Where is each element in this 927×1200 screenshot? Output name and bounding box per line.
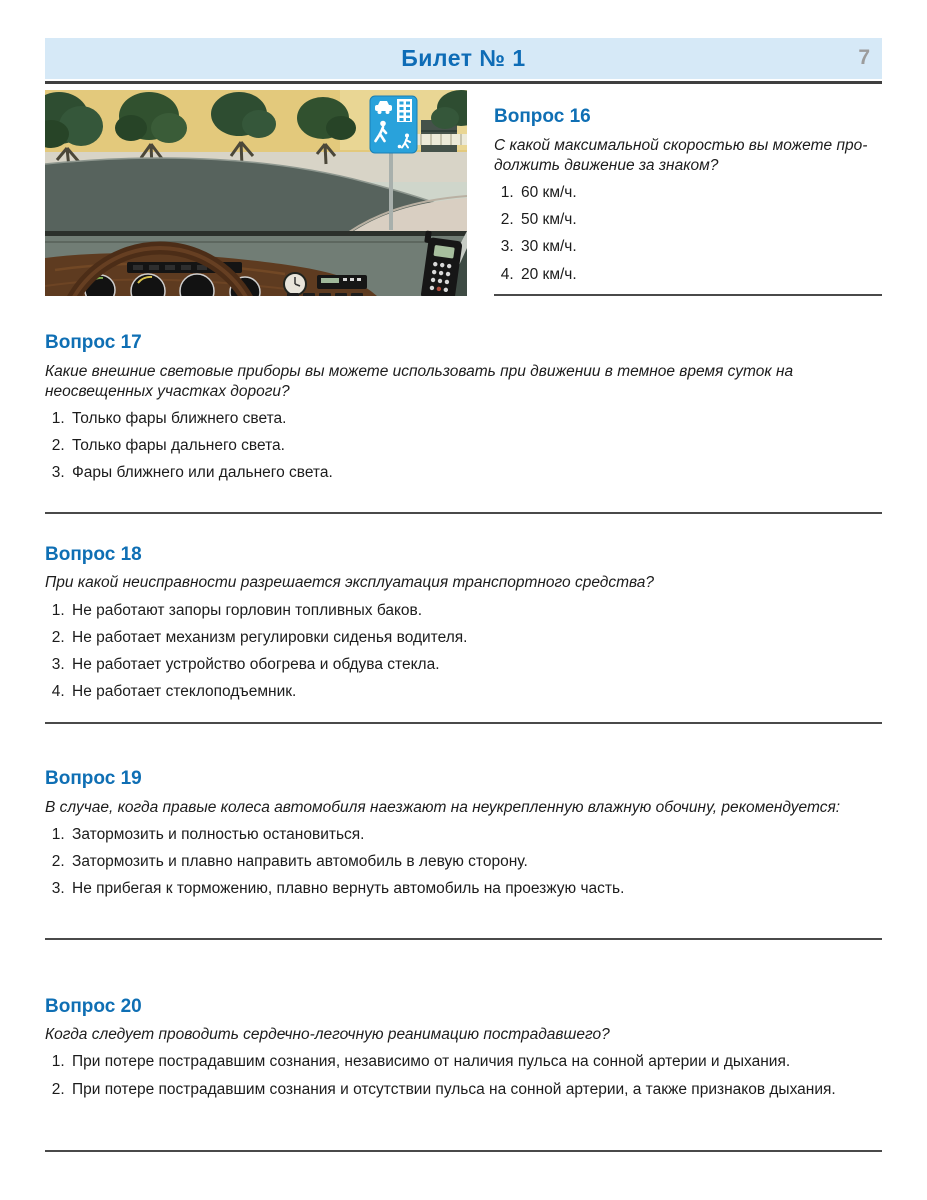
question-16-row <box>45 90 882 296</box>
answer-item: 2. Затормозить и плавно направить автомобиль в левую сторону. <box>69 852 882 872</box>
question-16-block <box>494 90 882 296</box>
answer-list <box>45 409 882 483</box>
page-number: 7 <box>858 46 870 69</box>
answer-list <box>45 601 882 703</box>
question-title: Вопрос 17 <box>45 332 142 353</box>
question-text: Когда следует проводить сердечно-легочную реанимацию пострадавшего? <box>45 1026 610 1044</box>
answer-item: 2. При потере пострадавшим сознания и отсутствии пульса на сонной артерии, а также признаков дыхания. <box>69 1080 882 1100</box>
question-text: Какие внешние световые приборы вы можете использовать при движении в темное время суток на неосвещенных участках дороги? <box>45 362 794 400</box>
scene-image <box>45 90 467 296</box>
question-19-block <box>45 724 882 939</box>
question-17-block <box>45 296 882 514</box>
answer-item: 1. Не работают запоры горловин топливных баков. <box>69 601 882 621</box>
answer-item: 1. При потере пострадавшим сознания, независимо от наличия пульса на сонной артерии и дыхания. <box>69 1052 882 1072</box>
question-title: Вопрос 18 <box>45 543 142 565</box>
answer-item: 2. 50 км/ч. <box>518 210 882 230</box>
driver-view-illustration <box>45 90 467 296</box>
header-divider <box>45 81 882 84</box>
question-text: В случае, когда правые колеса автомобиля наезжают на неукрепленную влажную обочину, рекомендуется: <box>45 798 841 816</box>
answer-item: 1. Только фары ближнего света. <box>69 409 882 429</box>
answer-item: 4. Не работает стеклоподъемник. <box>69 682 882 702</box>
sign-pole <box>389 152 393 230</box>
answer-item: 4. 20 км/ч. <box>518 265 882 285</box>
dashboard <box>45 231 467 296</box>
header-bar <box>45 38 882 79</box>
question-title: Вопрос 19 <box>45 768 142 790</box>
question-text: При какой неисправности разрешается эксплуатация транспортного средства? <box>45 574 654 592</box>
question-18-block <box>45 514 882 725</box>
answer-list <box>45 1052 882 1099</box>
answer-item: 1. Затормозить и полностью остановиться. <box>69 825 882 845</box>
answer-list <box>45 825 882 899</box>
residential-zone-sign-icon <box>370 96 417 153</box>
answer-item: 1. 60 км/ч. <box>518 183 882 203</box>
answer-item: 2. Не работает механизм регулировки сиденья водителя. <box>69 628 882 648</box>
answer-item: 3. Фары ближнего или дальнего света. <box>69 463 882 483</box>
sign-building-icon <box>397 99 412 122</box>
answer-item: 3. Не работает устройство обогрева и обдува стекла. <box>69 655 882 675</box>
answer-item: 2. Только фары дальнего света. <box>69 436 882 456</box>
answer-item: 3. 30 км/ч. <box>518 237 882 257</box>
answer-item: 3. Не прибегая к торможению, плавно вернуть автомобиль на проезжую часть. <box>69 879 882 899</box>
ticket-title: Билет № 1 <box>401 45 526 71</box>
answer-list <box>494 183 882 285</box>
question-title: Вопрос 20 <box>45 995 142 1017</box>
question-text: С какой максимальной скоростью вы можете продолжить движение за знаком? <box>494 136 868 174</box>
question-title: Вопрос 16 <box>494 106 591 127</box>
question-20-block <box>45 940 882 1152</box>
